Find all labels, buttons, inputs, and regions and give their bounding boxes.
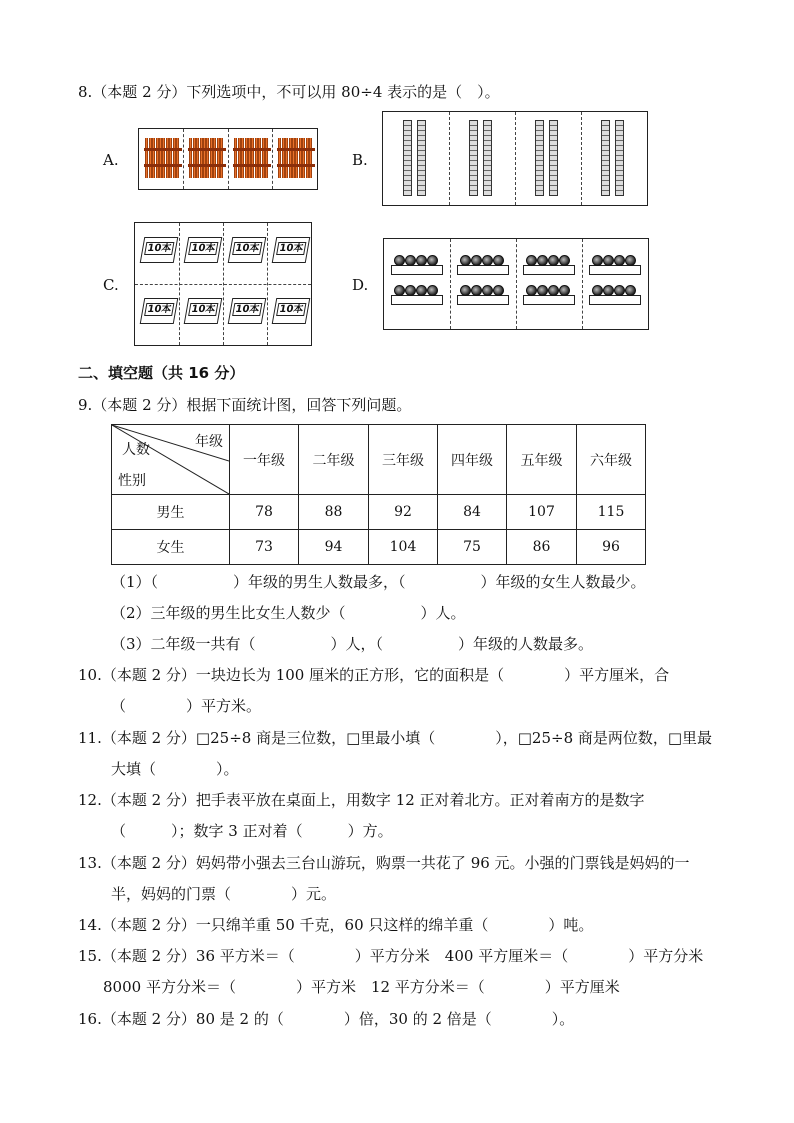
- header-grade-2: 二年级: [299, 425, 369, 495]
- egg-tray-icon: [589, 283, 641, 305]
- row-label: 男生: [112, 495, 230, 530]
- question-10-line-1: 10.（本题 2 分）一块边长为 100 厘米的正方形，它的面积是（ ）平方厘米，合: [78, 666, 670, 684]
- question-11-line-2: 大填（ ）。: [111, 760, 239, 778]
- book-label: 10本: [144, 303, 174, 316]
- table-cell: 75: [438, 530, 507, 565]
- table-cell: 84: [438, 495, 507, 530]
- book-stack-icon: [272, 298, 311, 324]
- book-label: 10本: [276, 303, 306, 316]
- book-stack-icon: [184, 298, 223, 324]
- book-stack-icon: [228, 298, 267, 324]
- egg-tray-icon: [523, 283, 575, 305]
- cube-tower-icon: [615, 120, 624, 196]
- cube-tower-icon: [601, 120, 610, 196]
- option-c-image[interactable]: [134, 222, 312, 346]
- egg-tray-icon: [589, 253, 641, 275]
- question-15-line-2: 8000 平方分米＝（ ）平方米 12 平方分米＝（ ）平方厘米: [103, 978, 620, 996]
- option-a-label: A.: [103, 151, 119, 169]
- question-16-line-1: 16.（本题 2 分）80 是 2 的（ ）倍，30 的 2 倍是（ ）。: [78, 1010, 575, 1028]
- book-stack-icon: [140, 237, 179, 263]
- question-8-text: 8.（本题 2 分）下列选项中，不可以用 80÷4 表示的是（ ）。: [78, 83, 500, 101]
- question-15-line-1: 15.（本题 2 分）36 平方米＝（ ）平方分米 400 平方厘米＝（ ）平方分米: [78, 947, 704, 965]
- egg-tray-icon: [391, 253, 443, 275]
- book-label: 10本: [276, 242, 306, 255]
- stick-bundle-icon: [162, 138, 181, 178]
- corner-label-count: 人数: [122, 442, 150, 458]
- question-13-line-1: 13.（本题 2 分）妈妈带小强去三台山游玩，购票一共花了 96 元。小强的门票钱是妈妈的一: [78, 854, 690, 872]
- row-label: 女生: [112, 530, 230, 565]
- question-12-line-1: 12.（本题 2 分）把手表平放在桌面上，用数字 12 正对着北方。正对着南方的是数字: [78, 791, 645, 809]
- question-13-line-2: 半，妈妈的门票（ ）元。: [111, 885, 337, 903]
- header-grade-3: 三年级: [369, 425, 438, 495]
- cube-tower-icon: [403, 120, 412, 196]
- option-d-image[interactable]: [383, 238, 649, 330]
- book-label: 10本: [232, 242, 262, 255]
- stick-bundle-icon: [206, 138, 225, 178]
- corner-label-grade: 年级: [195, 434, 223, 450]
- egg-tray-icon: [457, 253, 509, 275]
- book-stack-icon: [184, 237, 223, 263]
- cube-tower-icon: [483, 120, 492, 196]
- option-b-label: B.: [352, 151, 368, 169]
- book-stack-icon: [272, 237, 311, 263]
- header-grade-6: 六年级: [577, 425, 646, 495]
- option-d-label: D.: [352, 276, 369, 294]
- header-grade-5: 五年级: [507, 425, 577, 495]
- table-cell: 92: [369, 495, 438, 530]
- question-9-sub-1: （1）（ ）年级的男生人数最多，（ ）年级的女生人数最少。: [111, 573, 646, 591]
- table-row-boys: [112, 495, 646, 530]
- stick-bundle-icon: [295, 138, 314, 178]
- option-b-image[interactable]: [382, 111, 648, 206]
- book-label: 10本: [144, 242, 174, 255]
- statistics-table: [111, 424, 646, 565]
- question-14-line-1: 14.（本题 2 分）一只绵羊重 50 千克，60 只这样的绵羊重（ ）吨。: [78, 916, 594, 934]
- table-corner-cell: [112, 425, 230, 495]
- cube-tower-icon: [417, 120, 426, 196]
- egg-tray-icon: [457, 283, 509, 305]
- table-row-girls: [112, 530, 646, 565]
- question-9-text: 9.（本题 2 分）根据下面统计图，回答下列问题。: [78, 396, 412, 414]
- table-cell: 78: [230, 495, 299, 530]
- table-cell: 115: [577, 495, 646, 530]
- cube-tower-icon: [469, 120, 478, 196]
- table-cell: 94: [299, 530, 369, 565]
- question-9-sub-3: （3）二年级一共有（ ）人，（ ）年级的人数最多。: [111, 635, 594, 653]
- book-label: 10本: [188, 303, 218, 316]
- cube-tower-icon: [535, 120, 544, 196]
- question-12-line-2: （ ）；数字 3 正对着（ ）方。: [111, 822, 393, 840]
- book-stack-icon: [228, 237, 267, 263]
- option-a-image[interactable]: [138, 128, 318, 190]
- corner-label-gender: 性别: [118, 473, 146, 489]
- book-label: 10本: [232, 303, 262, 316]
- table-cell: 96: [577, 530, 646, 565]
- question-9-sub-2: （2）三年级的男生比女生人数少（ ）人。: [111, 604, 466, 622]
- header-grade-4: 四年级: [438, 425, 507, 495]
- egg-tray-icon: [391, 283, 443, 305]
- option-c-label: C.: [103, 276, 119, 294]
- book-stack-icon: [140, 298, 179, 324]
- question-10-line-2: （ ）平方米。: [111, 697, 262, 715]
- cube-tower-icon: [549, 120, 558, 196]
- table-cell: 73: [230, 530, 299, 565]
- egg-tray-icon: [523, 253, 575, 275]
- table-cell: 88: [299, 495, 369, 530]
- header-grade-1: 一年级: [230, 425, 299, 495]
- table-cell: 107: [507, 495, 577, 530]
- stick-bundle-icon: [251, 138, 270, 178]
- table-cell: 86: [507, 530, 577, 565]
- question-11-line-1: 11.（本题 2 分）□25÷8 商是三位数，□里最小填（ ），□25÷8 商是两位数，□里最: [78, 729, 713, 747]
- section-title: 二、填空题（共 16 分）: [78, 364, 245, 382]
- book-label: 10本: [188, 242, 218, 255]
- table-cell: 104: [369, 530, 438, 565]
